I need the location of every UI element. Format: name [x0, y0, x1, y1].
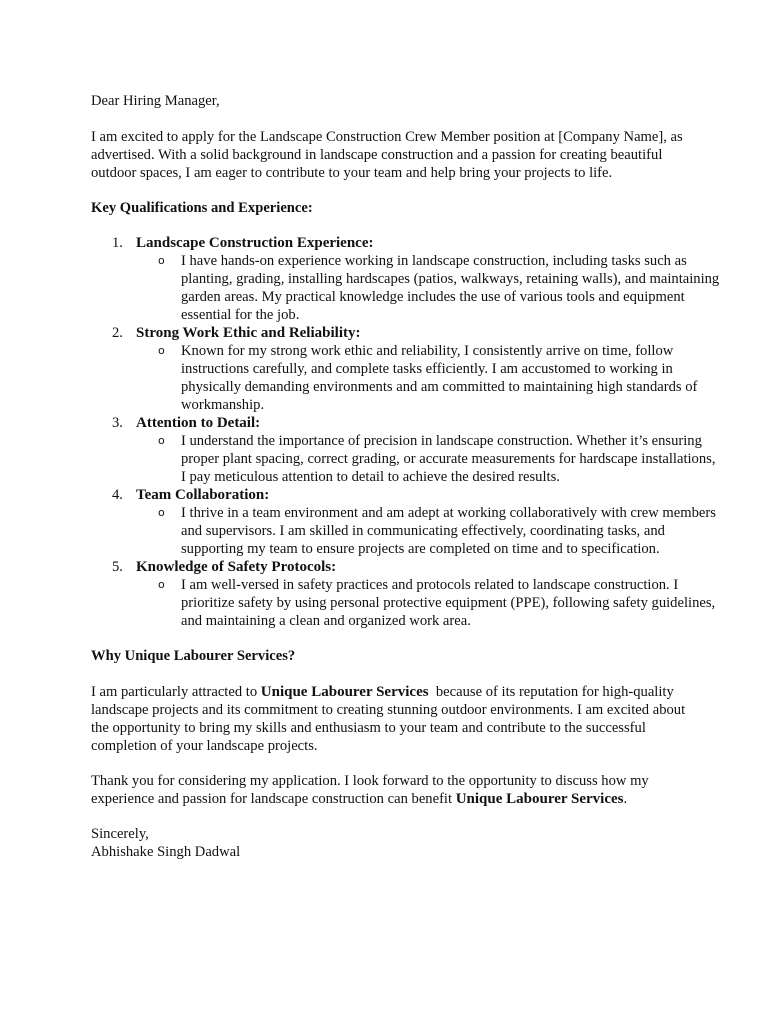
qualification-details: [136, 432, 716, 486]
why-text-before: I am particularly attracted to: [91, 684, 261, 700]
why-heading: Why Unique Labourer Services?: [91, 648, 296, 664]
qualification-number: 4.: [112, 487, 123, 503]
qualification-detail: [136, 432, 721, 486]
why-paragraph: [91, 683, 691, 755]
qualification-number: 5.: [112, 559, 123, 575]
company-name: Unique Labourer Services: [455, 791, 624, 807]
qualification-number: 2.: [112, 325, 123, 341]
thanks-text-before: Thank you for considering my application. I look forward to the opportunity to discuss how my experience and passion for landscape construction can benefit: [91, 773, 649, 807]
qualification-detail: [136, 342, 721, 414]
hollow-bullet-icon: o: [158, 254, 165, 267]
qualification-title: Strong Work Ethic and Reliability:: [136, 325, 361, 341]
qualification-detail-text: Known for my strong work ethic and reliability, I consistently arrive on time, follow instructions carefully, and complete tasks efficiently. I am accustomed to working in physically demanding environments and am committed to maintaining high standards of workmanship.: [181, 343, 698, 413]
qualification-details: [136, 504, 716, 558]
qualification-detail: [136, 504, 721, 558]
closing: Sincerely,: [91, 826, 149, 842]
qualification-title: Attention to Detail:: [136, 415, 261, 431]
qualification-details: [136, 576, 716, 630]
hollow-bullet-icon: o: [158, 578, 165, 591]
hollow-bullet-icon: o: [158, 344, 165, 357]
thanks-text-after: .: [623, 791, 628, 807]
qualification-details: [136, 252, 720, 324]
qualification-item: [91, 234, 720, 324]
hollow-bullet-icon: o: [158, 506, 165, 519]
qualification-detail: [136, 252, 721, 324]
qualification-detail-text: I am well-versed in safety practices and protocols related to landscape construction. I prioritize safety by using personal protective equipment (PPE), following safety guidelines, and maintaining a clean and organized work area.: [181, 577, 716, 629]
company-name: Unique Labourer Services: [260, 684, 429, 700]
qualification-title: Landscape Construction Experience:: [136, 235, 374, 251]
qualification-title: Team Collaboration:: [136, 487, 270, 503]
qualification-detail-text: I have hands-on experience working in landscape construction, including tasks such as planting, grading, installing hardscapes (patios, walkways, retaining walls), and maintaining garden areas. My practical knowledge includes the use of various tools and equipment essential for the job.: [181, 253, 720, 323]
why-text-after: because of its reputation for high-quality landscape projects and its commitment to creating stunning outdoor environments. I am excited about the opportunity to bring my skills and enthusiasm to your team and contribute to the successful completion of your landscape projects.: [91, 684, 689, 754]
thanks-paragraph: [91, 772, 691, 808]
cover-letter: [91, 92, 720, 861]
salutation: Dear Hiring Manager,: [91, 93, 220, 109]
qualification-detail-text: I thrive in a team environment and am adept at working collaboratively with crew members and supervisors. I am skilled in communicating effectively, coordinating tasks, and supporting my team to ensure projects are completed on time and to specification.: [181, 505, 716, 557]
qualifications-heading: Key Qualifications and Experience:: [91, 200, 313, 216]
signature-name: Abhishake Singh Dadwal: [91, 844, 241, 860]
qualification-detail: [136, 576, 721, 630]
hollow-bullet-icon: o: [158, 434, 165, 447]
qualification-item: [91, 558, 716, 630]
intro-paragraph: I am excited to apply for the Landscape Construction Crew Member position at [Company Name], as advertised. With a solid background in landscape construction and a passion for creating beautiful outdoor spaces, I am eager to contribute to your team and help bring your projects to life.: [91, 129, 683, 181]
qualification-details: [136, 342, 698, 414]
qualification-number: 3.: [112, 415, 123, 431]
qualifications-list: [91, 234, 720, 630]
qualification-item: [91, 324, 698, 414]
qualification-detail-text: I understand the importance of precision in landscape construction. Whether it’s ensuring proper plant spacing, correct grading, or accurate measurements for hardscape installations, I pay meticulous attention to detail to achieve the desired results.: [181, 433, 716, 485]
qualification-item: [91, 414, 716, 486]
qualification-item: [91, 486, 716, 558]
qualification-title: Knowledge of Safety Protocols:: [136, 559, 337, 575]
qualification-number: 1.: [112, 235, 123, 251]
